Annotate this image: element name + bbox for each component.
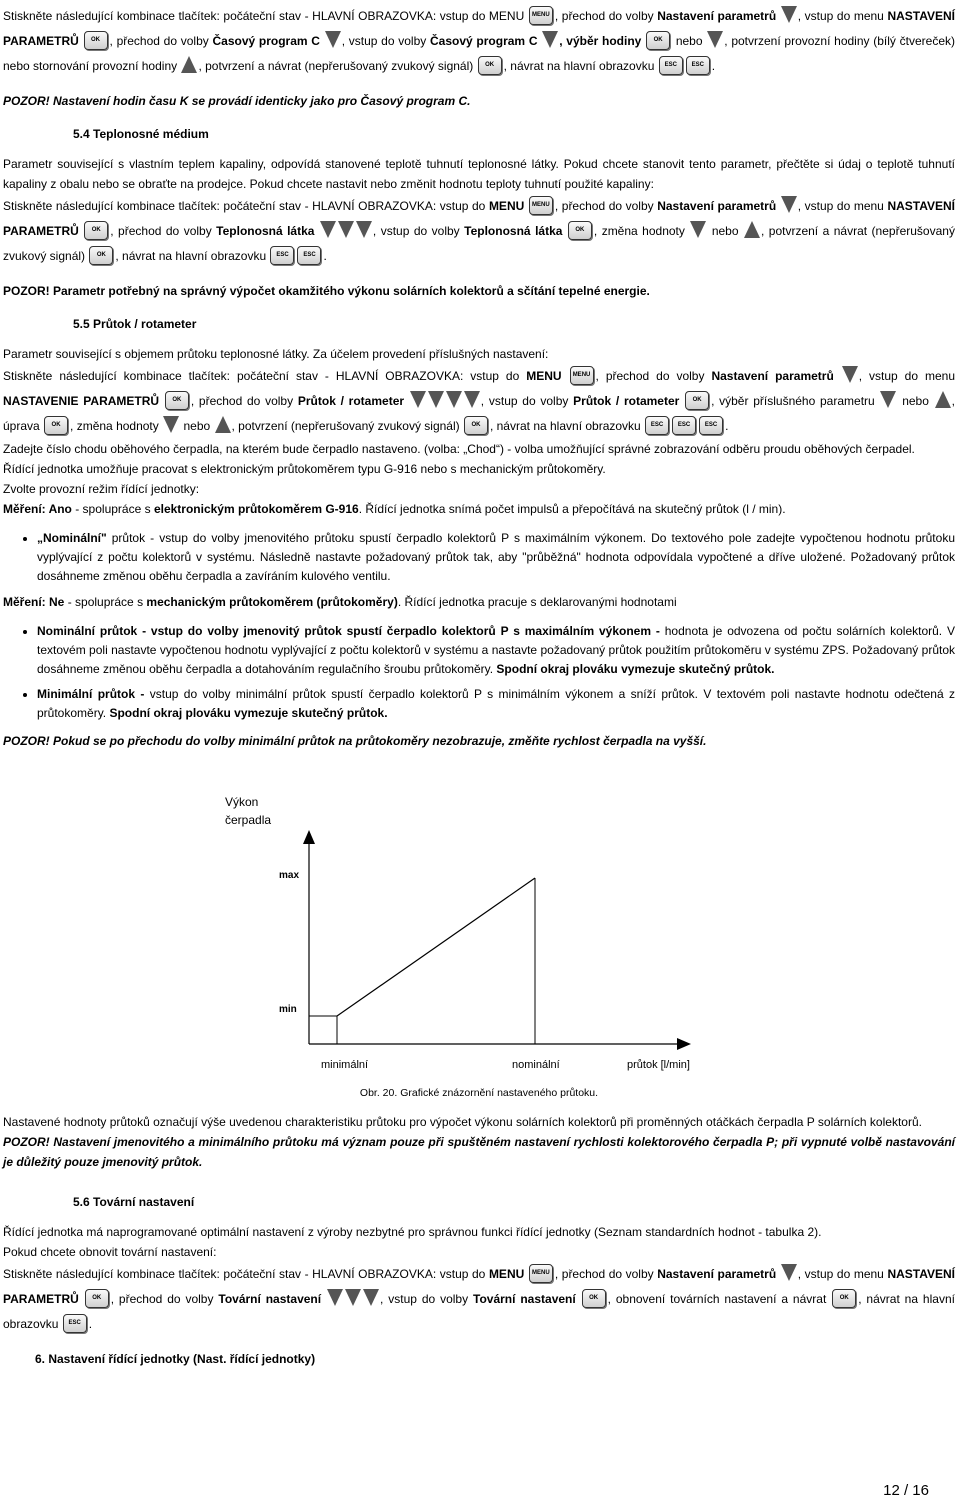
heading-5-5: 5.5 Průtok / rotameter — [73, 317, 197, 331]
instructions-flow: Stiskněte následující kombinace tlačítek: počáteční stav - HLAVNÍ OBRAZOVKA: vstup do MENU MENU , přechod do volby Nastavení parametrů , vstup do menu NASTAVENIE PARAMETRŮ OK , přechod do volby Průtok / rotameter , vstup do volby Průtok / rotameter OK , výběr příslušného parametru nebo , úprava OK , změna hodnoty nebo , potvrzení (nepřerušovaný zvukový signál) OK , návrat na hlavní obrazovku ESC ESC ESC . — [3, 364, 955, 439]
instructions-heat-medium: Stiskněte následující kombinace tlačítek: počáteční stav - HLAVNÍ OBRAZOVKA: vstup do MENU MENU , přechod do volby Nastavení parametrů , vstup do menu NASTAVENÍ PARAMETRŮ OK , přechod do volby Teplonosná látka , vstup do volby Teplonosná látka OK , změna hodnoty nebo , potvrzení a návrat (nepřerušovaný zvukový signál) OK , návrat na hlavní obrazovku ESC ESC . — [3, 194, 955, 269]
page-number: 12 / 16 — [883, 1482, 929, 1499]
flow-chart-figure — [3, 754, 955, 1084]
paragraph-factory: Řídící jednotka má naprogramované optimální nastavení z výroby nezbytné pro správnou funkci řídící jednotky (Seznam standardních hodnot - tabulka 2). — [3, 1225, 822, 1239]
up-arrow-key-icon — [744, 221, 760, 238]
heading-5-6: 5.6 Tovární nastavení — [73, 1195, 195, 1209]
warning-flow-settings: POZOR! Nastavení jmenovitého a minimálního průtoku má význam pouze při spuštěném nastavení rychlosti kolektorového čerpadla P; při vypnuté volbě nastavování je důležitý pouze jmenovitý průtok. — [3, 1135, 955, 1169]
y-tick-min: min — [279, 1004, 297, 1015]
menu-key-icon: MENU — [529, 1264, 553, 1283]
down-arrow-key-icon — [320, 221, 336, 238]
down-arrow-key-icon — [880, 391, 896, 408]
ok-key-icon: OK — [464, 416, 488, 435]
warning-time-k: POZOR! Nastavení hodin času K se provádí identicky jako pro Časový program C. — [3, 94, 471, 108]
down-arrow-key-icon — [345, 1289, 361, 1306]
list-measurement-no — [3, 622, 955, 723]
up-arrow-key-icon — [215, 416, 231, 433]
paragraph-flow-values: Nastavené hodnoty průtoků označují výše uvedenou charakteristiku průtoku pro výpočet výkonu solárních kolektorů při proměnných otáčkách čerpadla P solárních kolektorů. — [3, 1115, 922, 1129]
esc-key-icon: ESC — [270, 246, 294, 265]
down-arrow-key-icon — [356, 221, 372, 238]
ok-key-icon: OK — [165, 391, 189, 410]
x-tick-minimal: minimální — [321, 1059, 369, 1071]
down-arrow-key-icon — [707, 31, 723, 48]
heading-6: 6. Nastavení řídící jednotky (Nast. řídící jednotky) — [35, 1352, 316, 1366]
down-arrow-key-icon — [690, 221, 706, 238]
esc-key-icon: ESC — [645, 416, 669, 435]
ok-key-icon: OK — [478, 56, 502, 75]
x-axis-label: průtok [l/min] — [627, 1059, 690, 1071]
x-tick-nominal: nominální — [512, 1059, 560, 1071]
paragraph-factory-restore: Pokud chcete obnovit tovární nastavení: — [3, 1245, 217, 1259]
list-item: • „Nominální" průtok - vstup do volby jmenovitého průtoku spustí čerpadlo kolektorů P s maximálním výkonem. Do textového pole zadejte vypočtenou hodnotu průtoku vyplývající z počtu kolektorů v systému. Následně nastavte požadovaný průtok tak, aby "průběžná" hodnota odpovídala vypočtené a dříve uložené. Požadovaný průtok dosáhneme změnou oběhu čerpadla a zavíráním kulového ventilu. — [37, 529, 955, 586]
menu-key-icon: MENU — [529, 6, 553, 25]
ok-key-icon: OK — [84, 31, 108, 50]
menu-key-icon: MENU — [529, 196, 553, 215]
esc-key-icon: ESC — [686, 56, 710, 75]
down-arrow-key-icon — [781, 1264, 797, 1281]
figure-caption: Obr. 20. Grafické znázornění nastaveného průtoku. — [359, 1087, 599, 1099]
down-arrow-key-icon — [428, 391, 444, 408]
down-arrow-key-icon — [410, 391, 426, 408]
paragraph-heat-medium: Parametr související s vlastním teplem kapaliny, odpovídá stanovené teplotě tuhnutí teplonosné látky. Pokud chcete stanovit tento parametr, přečtěte si údaj o teplotě tuhnutí kapaliny z obalu nebo se obraťte na prodejce. Pokud chcete nastavit nebo změnit hodnotu teploty tuhnutí použité kapaliny: — [3, 157, 955, 191]
measurement-no: Měření: Ne - spolupráce s mechanickým průtokoměrem (průtokoměry). Řídící jednotka pracuje s deklarovanými hodnotami — [3, 595, 677, 609]
paragraph-mode: Zvolte provozní režim řídící jednotky: — [3, 482, 200, 496]
list-measurement-yes — [3, 529, 955, 586]
paragraph-flowmeter-types: Řídící jednotka umožňuje pracovat s elektronickým průtokoměrem typu G-916 nebo s mechanickým průtokoměry. — [3, 462, 606, 476]
down-arrow-key-icon — [325, 31, 341, 48]
warning-min-flow: POZOR! Pokud se po přechodu do volby minimální průtok na průtokoměry nezobrazuje, změňte rychlost čerpadla na vyšší. — [3, 734, 707, 748]
ok-key-icon: OK — [44, 416, 68, 435]
esc-key-icon: ESC — [63, 1314, 87, 1333]
down-arrow-key-icon — [338, 221, 354, 238]
series-line — [337, 878, 535, 1016]
down-arrow-key-icon — [781, 196, 797, 213]
x-axis-arrow — [677, 1038, 691, 1050]
ok-key-icon: OK — [685, 391, 709, 410]
menu-key-icon: MENU — [570, 366, 594, 385]
ok-key-icon: OK — [646, 31, 670, 50]
down-arrow-key-icon — [464, 391, 480, 408]
esc-key-icon: ESC — [659, 56, 683, 75]
up-arrow-key-icon — [935, 391, 951, 408]
flow-chart — [3, 754, 955, 1084]
ok-key-icon: OK — [582, 1289, 606, 1308]
ok-key-icon: OK — [89, 246, 113, 265]
down-arrow-key-icon — [363, 1289, 379, 1306]
list-item: • Nominální průtok - vstup do volby jmenovitý průtok spustí čerpadlo kolektorů P s maximálním výkonem - hodnota je odvozena od počtu solárních kolektorů. V textovém poli nastavte vypočtenou hodnotu vyplývající z počtu kolektorů v systému a nastavte požadovaný průtok použitím průtokoměru v systému ZPS. Požadovaný průtok dosáhneme změnou oběhu čerpadla a dotahováním regulačního šroubu průtokoměry. Spodní okraj plováku vymezuje skutečný průtok. — [37, 622, 955, 679]
paragraph-pump-run: Zadejte číslo chodu oběhového čerpadla, na kterém bude čerpadlo nastaveno. (volba: „Chod“) - volba umožňující správné zobrazování odběru proudu oběhových čerpadel. — [3, 442, 915, 456]
down-arrow-key-icon — [842, 366, 858, 383]
esc-key-icon: ESC — [699, 416, 723, 435]
down-arrow-key-icon — [446, 391, 462, 408]
y-axis-arrow — [303, 830, 315, 844]
down-arrow-key-icon — [781, 6, 797, 23]
y-tick-max: max — [279, 870, 300, 881]
up-arrow-key-icon — [181, 56, 197, 73]
ok-key-icon: OK — [832, 1289, 856, 1308]
down-arrow-key-icon — [327, 1289, 343, 1306]
list-item: • Minimální průtok - vstup do volby minimální průtok spustí čerpadlo kolektorů P s minimálním výkonem a sníží průtok. V textovém poli nastavte hodnotu odečtená z průtokoměry. Spodní okraj plováku vymezuje skutečný průtok. — [37, 685, 955, 723]
paragraph-flow: Parametr související s objemem průtoku teplonosné látky. Za účelem provedení příslušných nastavení: — [3, 347, 549, 361]
ok-key-icon: OK — [84, 221, 108, 240]
instructions-factory: Stiskněte následující kombinace tlačítek: počáteční stav - HLAVNÍ OBRAZOVKA: vstup do MENU MENU , přechod do volby Nastavení parametrů , vstup do menu NASTAVENÍ PARAMETRŮ OK , přechod do volby Tovární nastavení , vstup do volby Tovární nastavení OK , obnovení továrních nastavení a návrat OK , návrat na hlavní obrazovku ESC . — [3, 1262, 955, 1337]
y-axis-label-line2: čerpadla — [225, 813, 272, 827]
warning-heat-medium: POZOR! Parametr potřebný na správný výpočet okamžitého výkonu solárních kolektorů a sčítání tepelné energie. — [3, 284, 650, 298]
ok-key-icon: OK — [568, 221, 592, 240]
esc-key-icon: ESC — [297, 246, 321, 265]
instructions-time-program: Stiskněte následující kombinace tlačítek: počáteční stav - HLAVNÍ OBRAZOVKA: vstup do MENU MENU , přechod do volby Nastavení parametrů , vstup do menu NASTAVENÍ PARAMETRŮ OK , přechod do volby Časový program C , vstup do volby Časový program C , výběr hodiny OK nebo , potvrzení provozní hodiny (bílý čtvereček) nebo stornování provozní hodiny , potvrzení a návrat (nepřerušovaný zvukový signál) OK , návrat na hlavní obrazovku ESC ESC . — [3, 4, 955, 79]
down-arrow-key-icon — [542, 31, 558, 48]
heading-5-4: 5.4 Teplonosné médium — [73, 127, 209, 141]
y-axis-label-line1: Výkon — [225, 795, 259, 809]
measurement-yes: Měření: Ano - spolupráce s elektronickým průtokoměrem G-916. Řídící jednotka snímá počet impulsů a přepočítává na skutečný průtok (l / min). — [3, 502, 786, 516]
ok-key-icon: OK — [85, 1289, 109, 1308]
document-page — [3, 4, 955, 1372]
down-arrow-key-icon — [163, 416, 179, 433]
esc-key-icon: ESC — [672, 416, 696, 435]
